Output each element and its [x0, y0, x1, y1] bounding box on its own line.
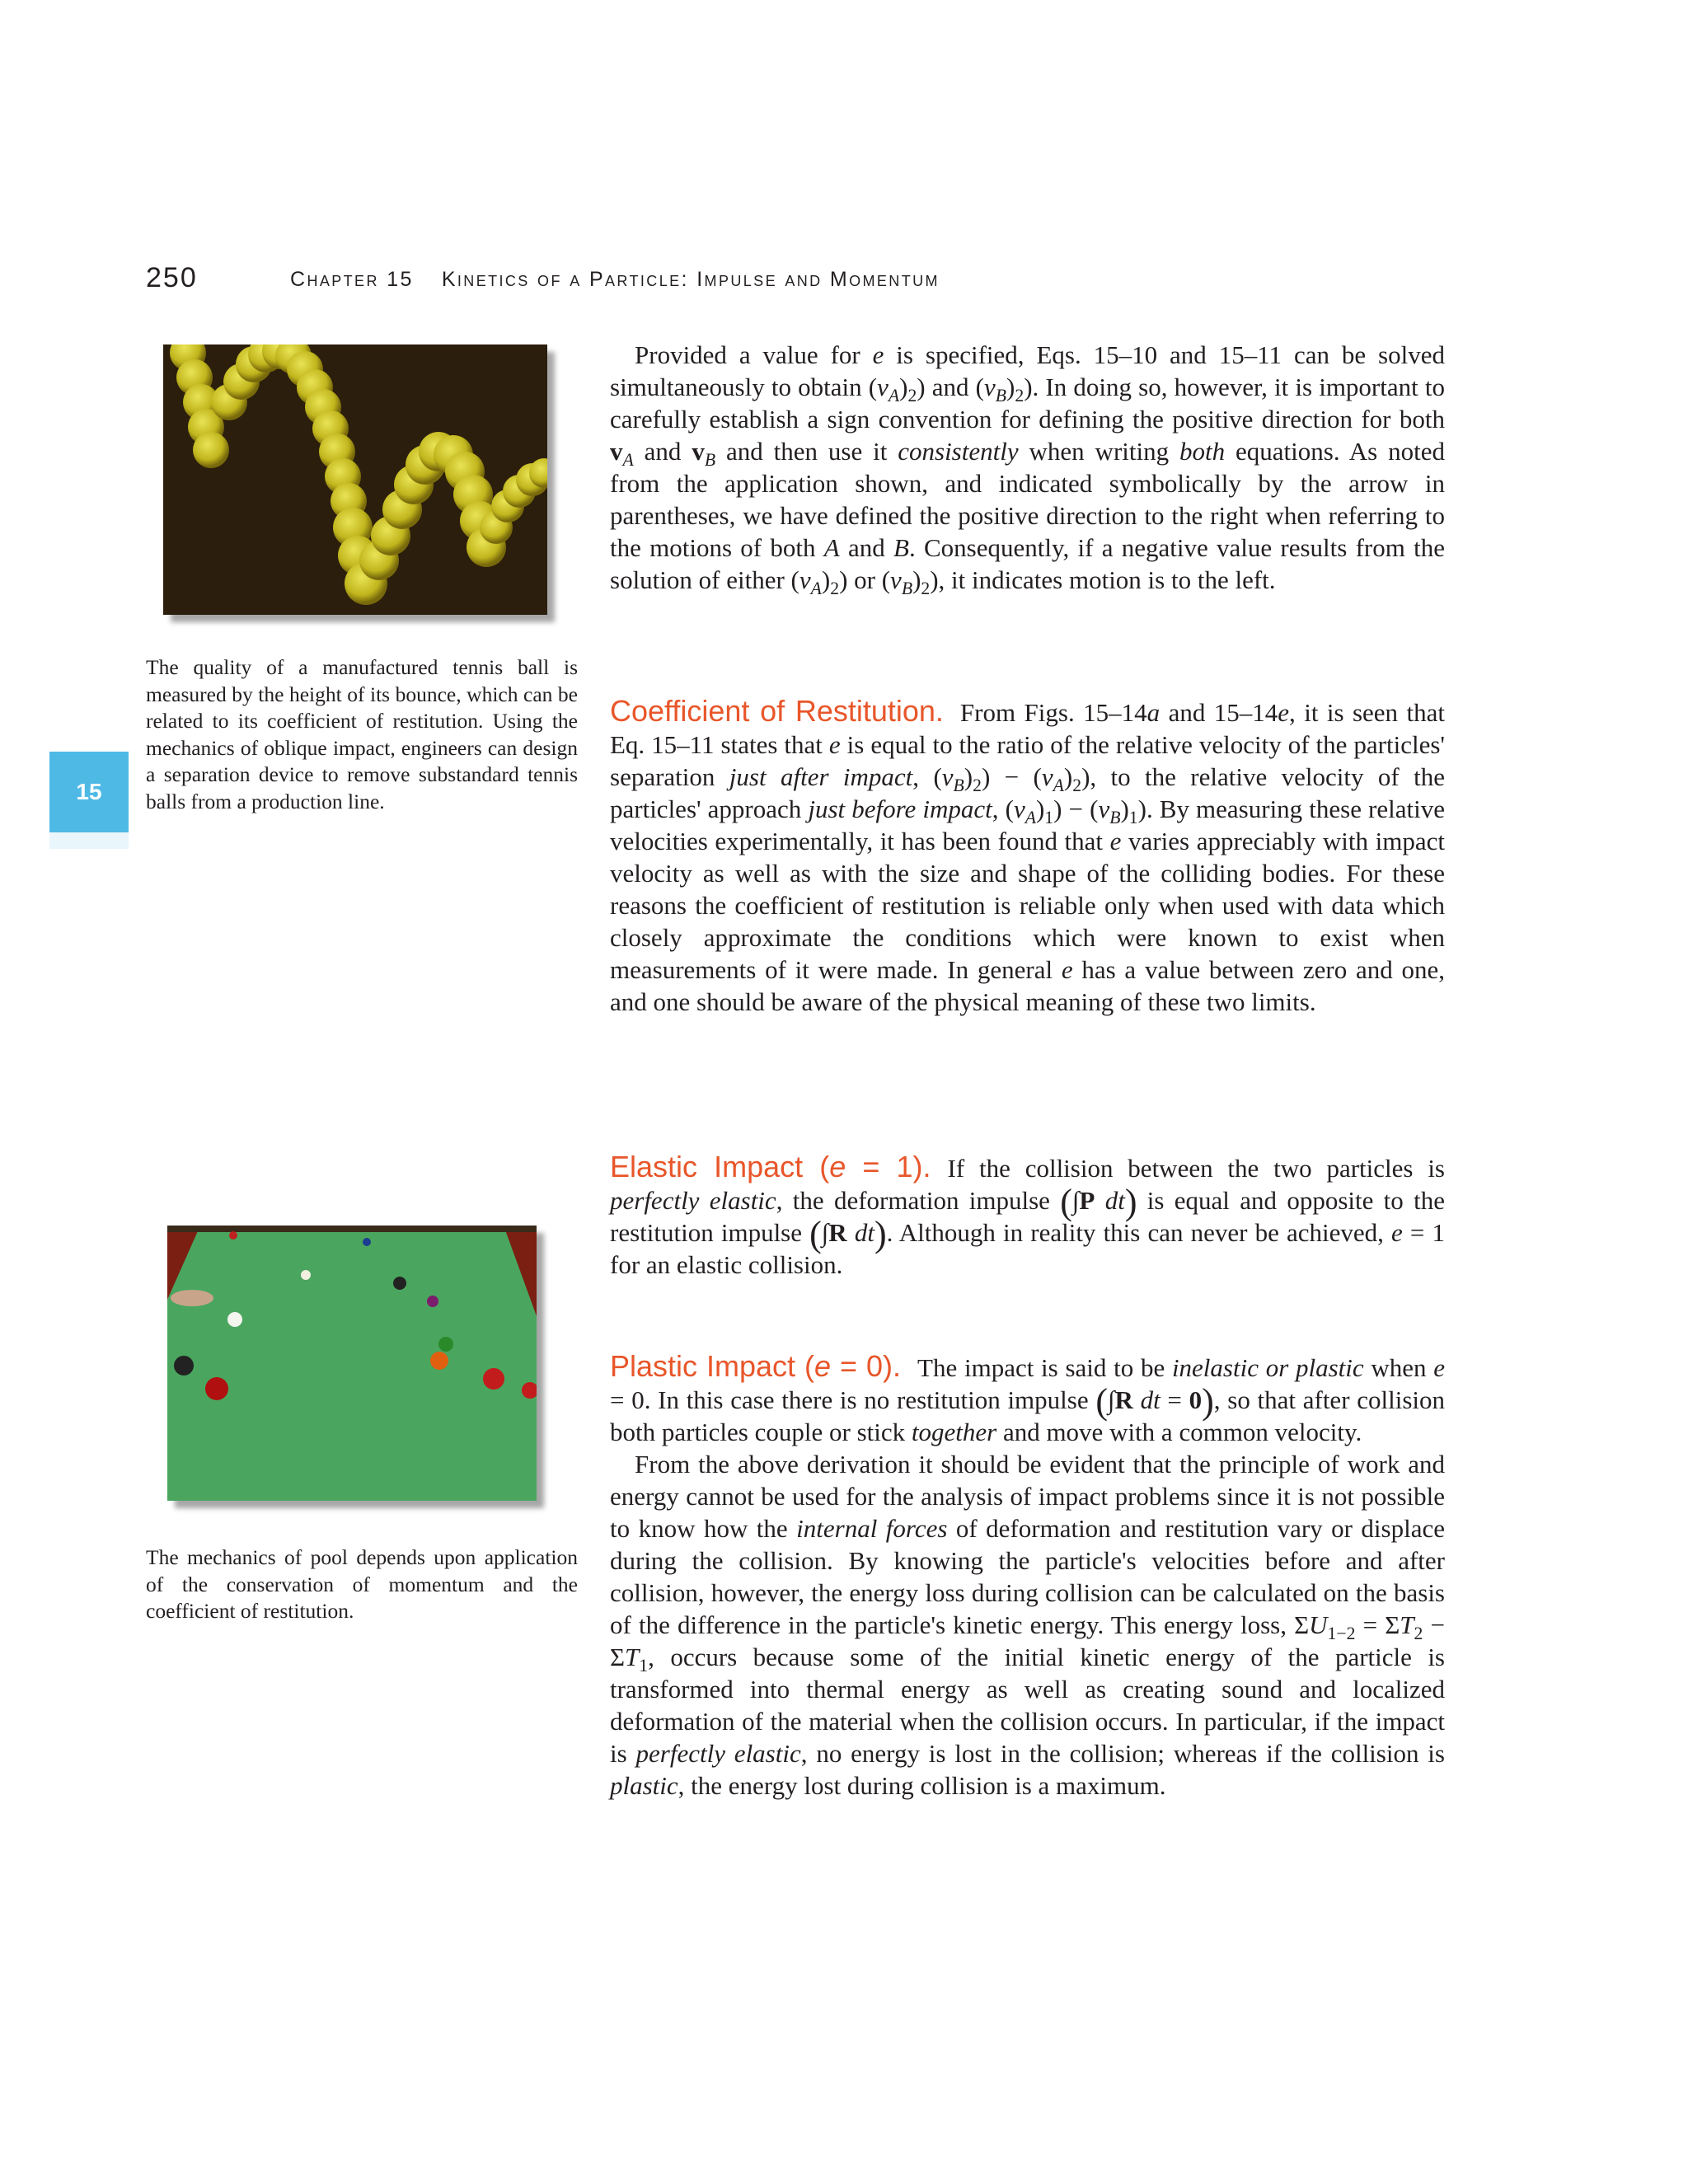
pool-table-icon [167, 1226, 537, 1501]
coefficient-of-restitution-section: Coefficient of Restitution. From Figs. 15–14a and 15–14e, it is seen that Eq. 15–11 states that e is equal to the ratio of the relative velocity of the particles' separation just after impact, $(v_B)_2) - (v_A)_2$), to the relative velocity of the particles' approach just before impact, $(v_A)_1) - (v_B)_1$). By measuring these relative velocities experimentally, it has been found that e varies appreciably with impact velocity as well as with the size and shape of the colliding bodies. For these reasons the coefficient of restitution is reliable only when used with data which closely approximate the conditions which were known to exist when measurements of it were made. In general e has a value between zero and one, and one should be aware of the physical meaning of these two limits. [610, 694, 1445, 1016]
tennis-ball-photo [163, 344, 547, 615]
intro-paragraph: Provided a value for e is specified, Eqs. 15–10 and 15–11 can be solved simultaneously to obtain $(v_A)_2$) and $(v_B)_2$). In doing so, however, it is important to carefully establish a sign convention for defining the positive direction for both $v_A$ and $v_B$ and then use it consistently when writing both equations. As noted from the application shown, and indicated symbolically by the arrow in parentheses, we have defined the positive direction to the right when referring to the motions of both A and B. Consequently, if a negative value results from the solution of either $(v_A)_2$) or $(v_B)_2$), it indicates motion is to the left. [610, 340, 1446, 599]
chapter-label: Chapter 15 [290, 268, 414, 291]
plastic-heading: Plastic Impact (e = 0). [610, 1349, 902, 1383]
chapter-tab [49, 752, 129, 832]
chapter-tab-label: 15 [76, 779, 102, 804]
chapter-heading [290, 268, 940, 292]
elastic-impact-section: Elastic Impact (e = 1). If the collision between the two particles is perfectly elastic, the deformation impulse (∫P dt) is equal and opposite to the restitution impulse (∫R dt). Although in reality this can never be achieved, e = 1 for an elastic collision. [610, 1150, 1446, 1279]
elastic-heading: Elastic Impact (e = 1). [610, 1150, 931, 1183]
pool-caption: The mechanics of pool depends upon application of the conservation of momentum and the coefficient of restitution. [146, 1545, 578, 1624]
page-number: 250 [146, 262, 198, 293]
plastic-impact-section: Plastic Impact (e = 0). The impact is said to be inelastic or plastic when e = 0. In this case there is no restitution impulse (∫R dt = 0), so that after collision both particles couple or stick together and move with a common velocity. From the above derivation it should be evident that the principle of work and energy cannot be used for the analysis of impact problems since it is not possible to know how the internal forces of deformation and restitution vary or displace during the collision. By knowing the particle's velocities before and after collision, however, the energy loss during collision can be calculated on the basis of the difference in the particle's kinetic energy. This energy loss, $\Sigma U_{1-2} = \Sigma T_2 - \Sigma T_1$, occurs because some of the initial kinetic energy of the particle is transformed into thermal energy as well as creating sound and localized deformation of the material when the collision occurs. In particular, if the impact is perfectly elastic, no energy is lost in the collision; whereas if the collision is plastic, the energy lost during collision is a maximum. [610, 1349, 1446, 1800]
pool-table-photo [167, 1226, 537, 1501]
chapter-tab-strip [49, 832, 129, 849]
tennis-caption: The quality of a manufactured tennis ball is measured by the height of its bounce, which can be related to its coefficient of restitution. Using the mechanics of oblique impact, engineers can design a separation device to remove substandard tennis balls from a production line. [146, 655, 578, 813]
chapter-title: Kinetics of a Particle: Impulse and Momentum [441, 268, 940, 291]
energy-loss-paragraph: From the above derivation it should be evident that the principle of work and energy cannot be used for the analysis of impact problems since it is not possible to know how the internal forces of deformation and restitution vary or displace during the collision. By knowing the particle's velocities before and after collision, however, the energy loss during collision can be calculated on the basis of the difference in the particle's kinetic energy. This energy loss, $\Sigma U_{1-2} = \Sigma T_2 - \Sigma T_1$, occurs because some of the initial kinetic energy of the particle is transformed into thermal energy as well as creating sound and localized deformation of the material when the collision occurs. In particular, if the impact is perfectly elastic, no energy is lost in the collision; whereas if the collision is plastic, the energy lost during collision is a maximum. [610, 1450, 1446, 1800]
tennis-ball-bounce-icon [163, 344, 547, 615]
running-head [146, 262, 1465, 298]
coefficient-heading: Coefficient of Restitution. [610, 694, 944, 728]
